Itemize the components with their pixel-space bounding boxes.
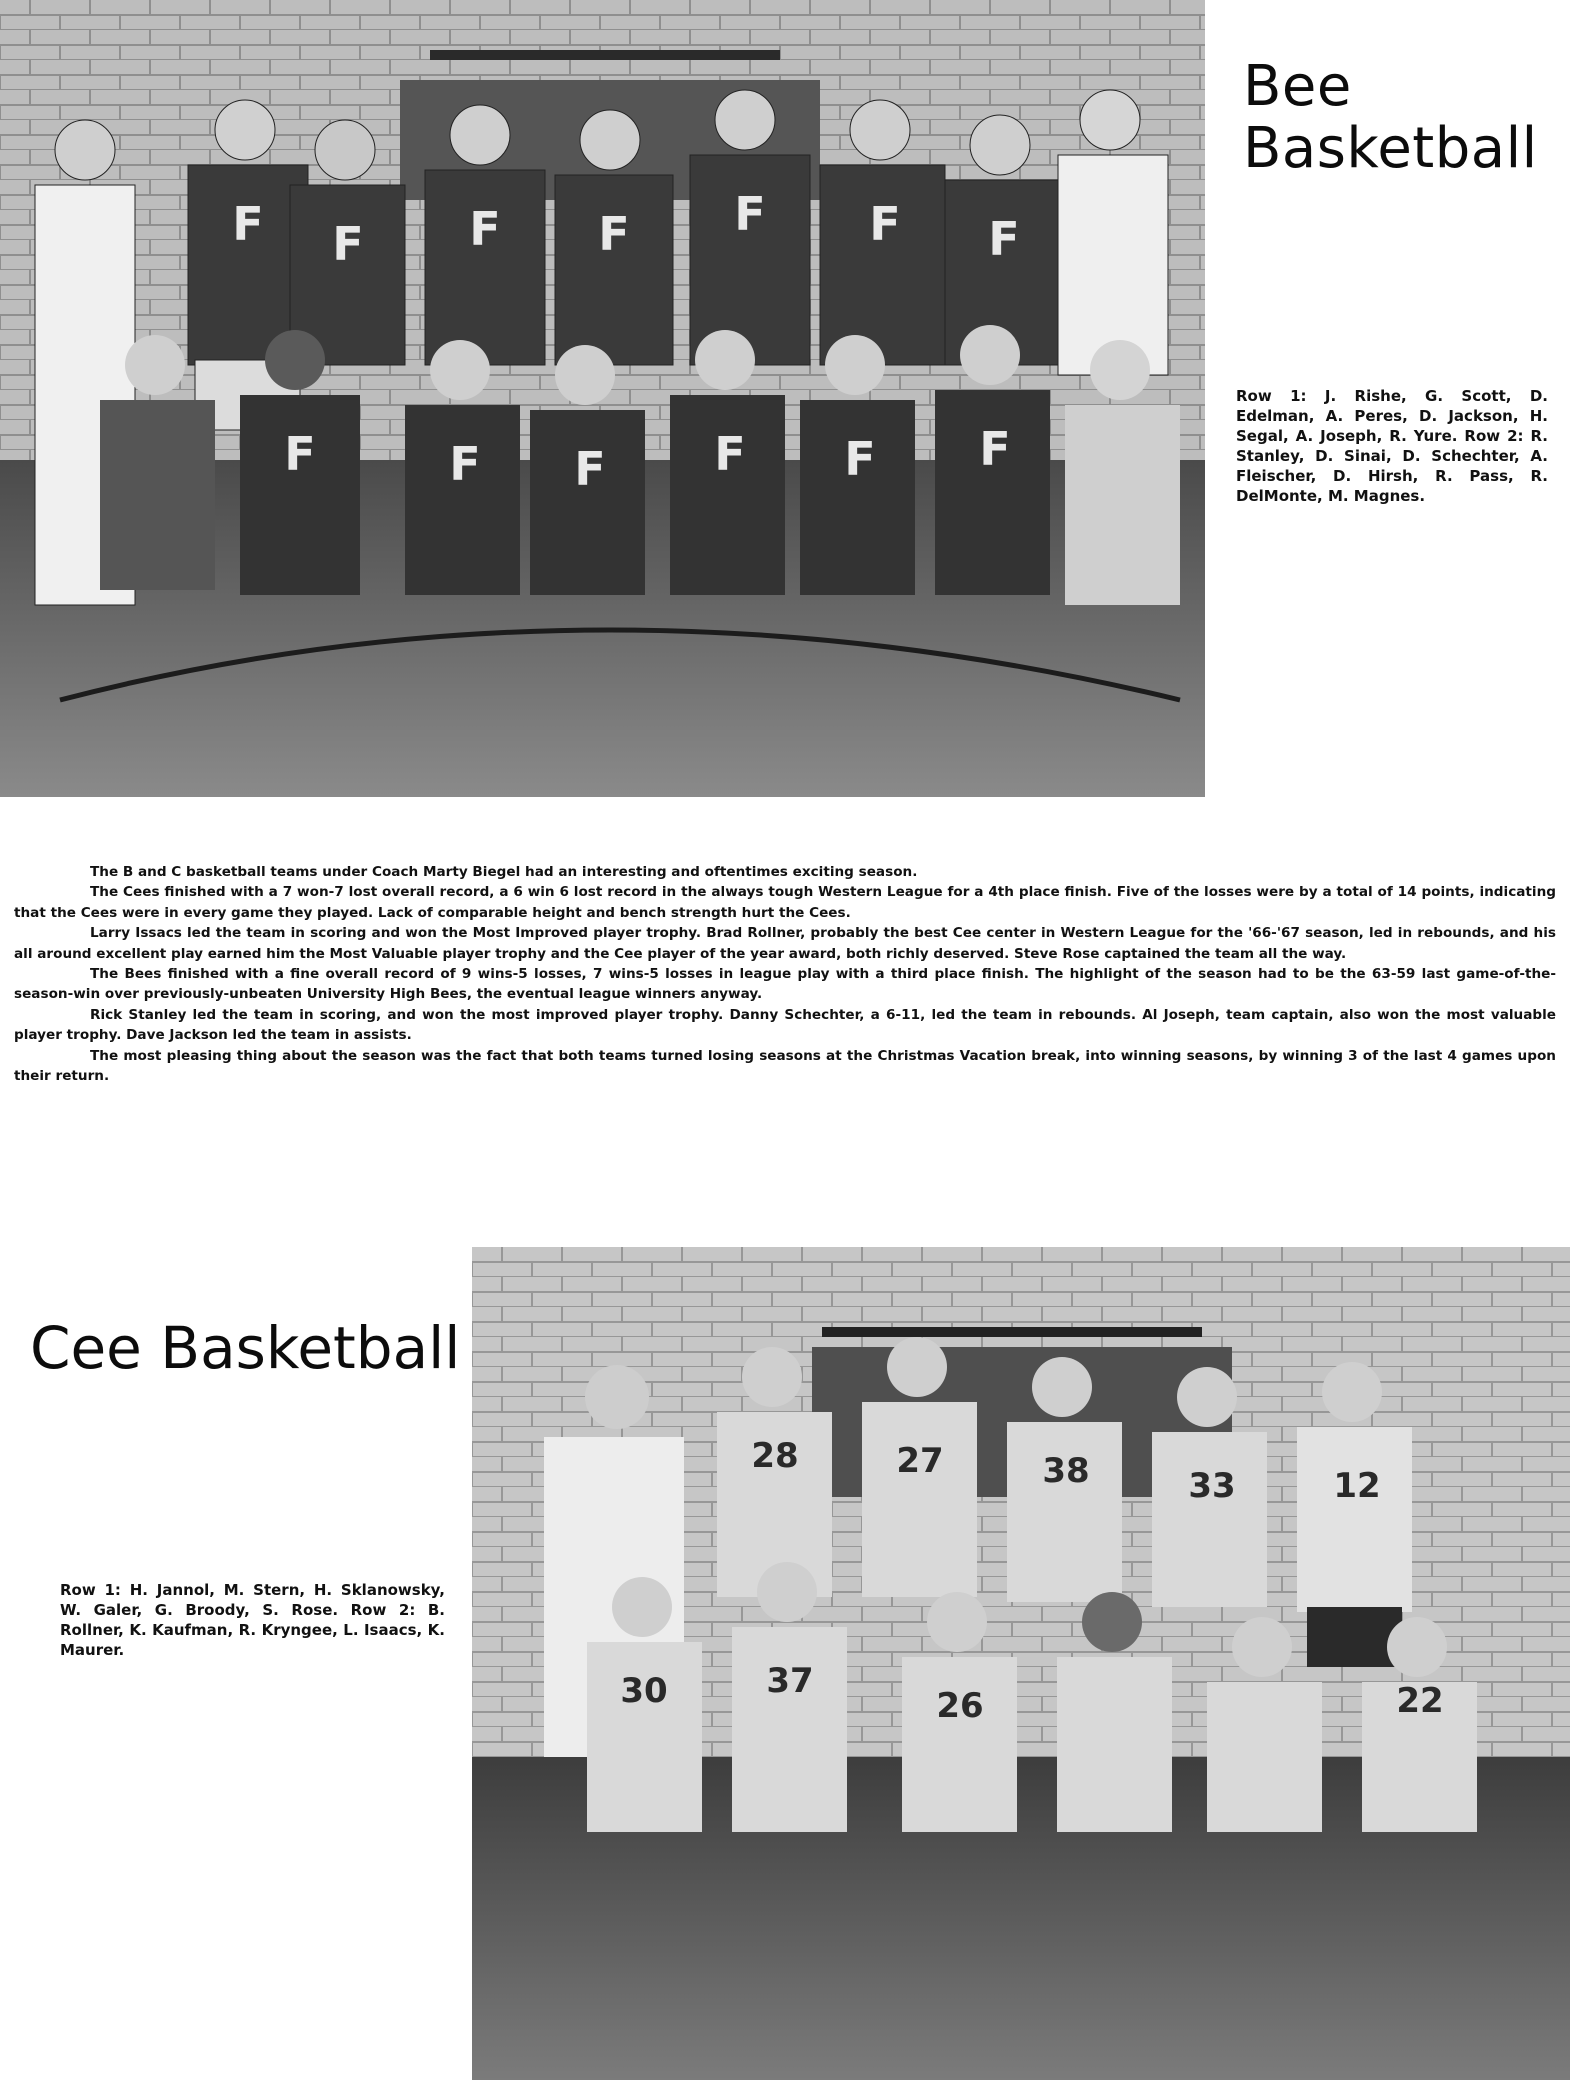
article-paragraph: Rick Stanley led the team in scoring, and won the most improved player trophy. Danny Schechter, a 6-11, led the team in rebounds. Al Joseph, team captain, also won the most valuable player trophy. Dave Jackson led the team in assists. xyxy=(14,1006,1556,1044)
article-paragraph: The B and C basketball teams under Coach Marty Biegel had an interesting and oftentimes exciting season. xyxy=(90,864,918,880)
jersey-number: 38 xyxy=(1042,1451,1090,1491)
article-paragraph: Larry Issacs led the team in scoring and won the Most Improved player trophy. Brad Rollner, probably the best Cee center in Western League for the '66-'67 season, led in rebounds, and his all around excellent play earned him the Most Valuable player trophy and the Cee player of the year award, both richly deserved. Steve Rose captained the team all the way. xyxy=(14,925,1556,962)
article-paragraph: The Bees finished with a fine overall record of 9 wins-5 losses, 7 wins-5 losses in league play with a third place finish. The highlight of the season had to be the 63-59 last game-of-the-season-win over previously-unbeaten University High Bees, the eventual league winners anyway. xyxy=(14,966,1556,1003)
jersey-number: 30 xyxy=(620,1671,668,1711)
jersey-letter: F xyxy=(284,427,316,481)
cee-roster-caption: Row 1: H. Jannol, M. Stern, H. Sklanowsky, W. Galer, G. Broody, S. Rose. Row 2: B. Rollner, K. Kaufman, R. Kryngee, L. Isaacs, K. Maurer. xyxy=(60,1581,445,1659)
jersey-number: 12 xyxy=(1333,1466,1381,1506)
jersey-number: 37 xyxy=(766,1661,814,1701)
jersey-letter: F xyxy=(332,217,364,271)
bee-team-photo xyxy=(0,0,1205,797)
article-paragraph: The most pleasing thing about the season was the fact that both teams turned losing seasons at the Christmas Vacation break, into winning seasons, by winning 3 of the last 4 games upon their return. xyxy=(14,1047,1556,1085)
jersey-letter: F xyxy=(598,207,630,261)
bee-title-line2: Basketball xyxy=(1243,115,1538,181)
jersey-letter: F xyxy=(469,202,501,256)
cee-team-photo xyxy=(472,1247,1570,2080)
jersey-letter: F xyxy=(232,197,264,251)
jersey-letter: F xyxy=(869,197,901,251)
season-article xyxy=(14,862,1556,1086)
cee-basketball-title: Cee Basketball xyxy=(30,1314,461,1382)
bee-photo-art xyxy=(0,0,1205,797)
jersey-number: 33 xyxy=(1188,1466,1236,1506)
jersey-number: 26 xyxy=(936,1686,984,1726)
jersey-letter: F xyxy=(574,442,606,496)
article-paragraph: The Cees finished with a 7 won-7 lost overall record, a 6 win 6 lost record in the always tough Western League for a 4th place finish. Five of the losses were by a total of 14 points, indicating that the Cees were in every game they played. Lack of comparable height and bench strength hurt the Cees. xyxy=(14,884,1556,921)
jersey-letter: F xyxy=(988,212,1020,266)
jersey-letter: F xyxy=(449,437,481,491)
bee-title-line1: Bee xyxy=(1243,54,1352,119)
jersey-letter: F xyxy=(979,422,1011,476)
bee-roster-caption: Row 1: J. Rishe, G. Scott, D. Edelman, A. Peres, D. Jackson, H. Segal, A. Joseph, R. Yure. Row 2: R. Stanley, D. Sinai, D. Schechter, A. Fleischer, D. Hirsh, R. Pass, R. DelMonte, M. Magnes. xyxy=(1236,387,1548,505)
jersey-number: 28 xyxy=(751,1436,799,1476)
jersey-number: 22 xyxy=(1396,1681,1444,1721)
cee-photo-art xyxy=(472,1247,1570,2080)
jersey-letter: F xyxy=(844,432,876,486)
jersey-letter: F xyxy=(734,187,766,241)
jersey-letter: F xyxy=(714,427,746,481)
bee-basketball-title xyxy=(1243,56,1538,179)
jersey-number: 27 xyxy=(896,1441,944,1481)
